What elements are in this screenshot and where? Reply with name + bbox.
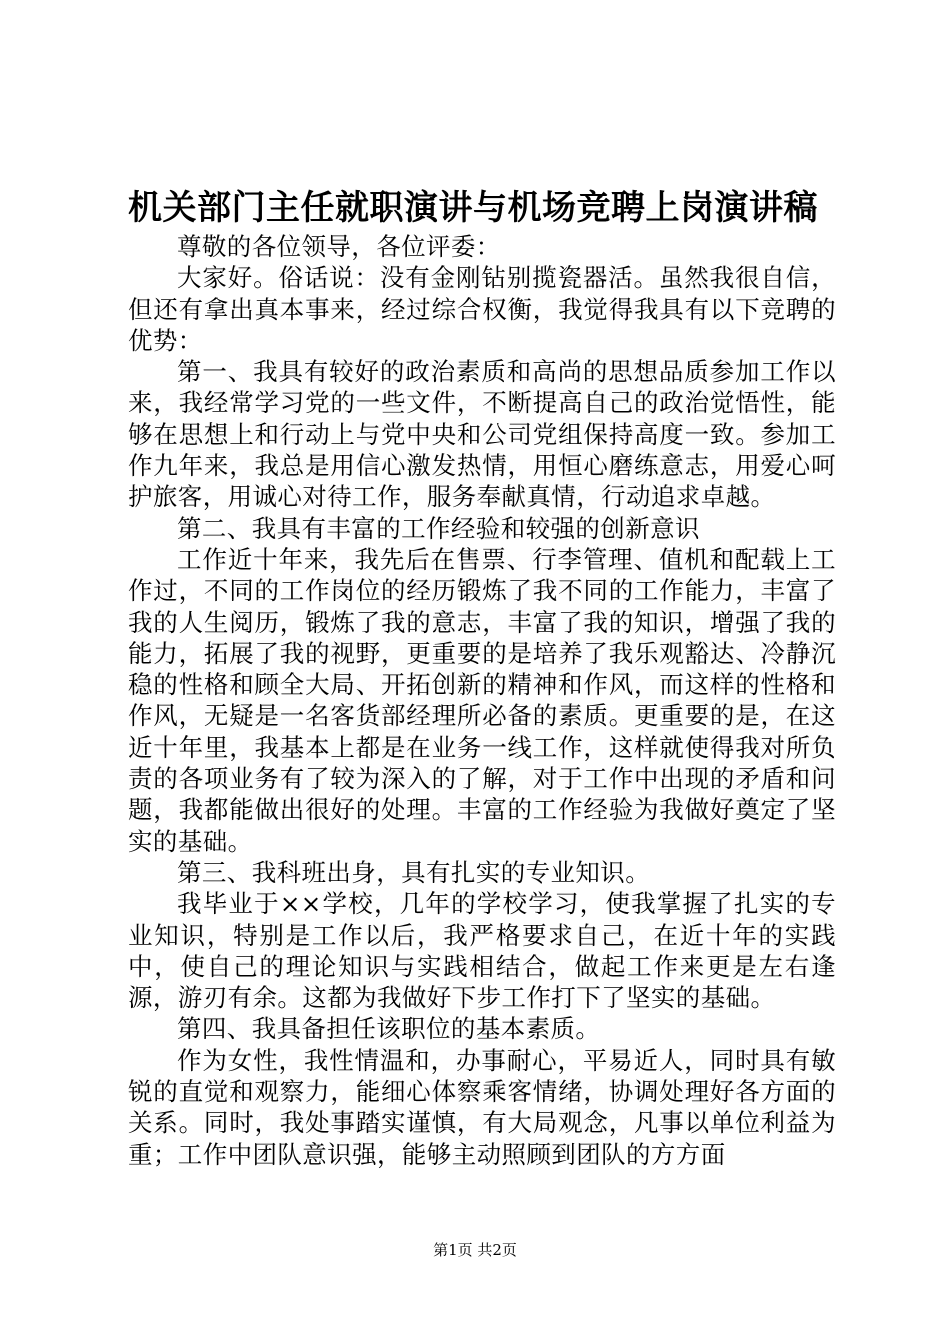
page-number-footer: 第1页 共2页 <box>433 1241 517 1259</box>
paragraph-point-four-body: 作为女性，我性情温和，办事耐心，平易近人，同时具有敏锐的直觉和观察力，能细心体察乘客情绪，协调处理好各方面的关系。同时，我处事踏实谨慎，有大局观念，凡事以单位利益为重；工作中团队意识强，能够主动照顾到团队的方方面 <box>128 1045 836 1169</box>
paragraph-point-three-body: 我毕业于××学校，几年的学校学习，使我掌握了扎实的专业知识，特别是工作以后，我严格要求自己，在近十年的实践中，使自己的理论知识与实践相结合，做起工作来更是左右逢源，游刃有余。这都为我做好下步工作打下了坚实的基础。 <box>128 889 836 1013</box>
paragraph-point-two-body: 工作近十年来，我先后在售票、行李管理、值机和配载上工作过，不同的工作岗位的经历锻炼了我不同的工作能力，丰富了我的人生阅历，锻炼了我的意志，丰富了我的知识，增强了我的能力，拓展了我的视野，更重要的是培养了我乐观豁达、冷静沉稳的性格和顾全大局、开拓创新的精神和作风，而这样的性格和作风，无疑是一名客货部经理所必备的素质。更重要的是，在这近十年里，我基本上都是在业务一线工作，这样就使得我对所负责的各项业务有了较为深入的了解，对于工作中出现的矛盾和问题，我都能做出很好的处理。丰富的工作经验为我做好奠定了坚实的基础。 <box>128 544 836 856</box>
paragraph-salutation: 尊敬的各位领导，各位评委： <box>177 232 501 261</box>
paragraph-point-two-heading: 第二、我具有丰富的工作经验和较强的创新意识 <box>177 513 700 543</box>
paragraph-point-three-heading: 第三、我科班出身，具有扎实的专业知识。 <box>177 857 651 887</box>
document-title: 机关部门主任就职演讲与机场竞聘上岗演讲稿 <box>128 188 818 228</box>
paragraph-point-four-heading: 第四、我具备担任该职位的基本素质。 <box>177 1014 601 1044</box>
paragraph-point-one: 第一、我具有较好的政治素质和高尚的思想品质参加工作以来，我经常学习党的一些文件，不断提高自己的政治觉悟性，能够在思想上和行动上与党中央和公司党组保持高度一致。参加工作九年来，我总是用信心激发热情，用恒心磨练意志，用爱心呵护旅客，用诚心对待工作，服务奉献真情，行动追求卓越。 <box>128 357 836 512</box>
document-body <box>128 231 836 1170</box>
paragraph-intro: 大家好。俗话说：没有金刚钻别揽瓷器活。虽然我很自信，但还有拿出真本事来，经过综合权衡，我觉得我具有以下竞聘的优势： <box>128 263 836 355</box>
